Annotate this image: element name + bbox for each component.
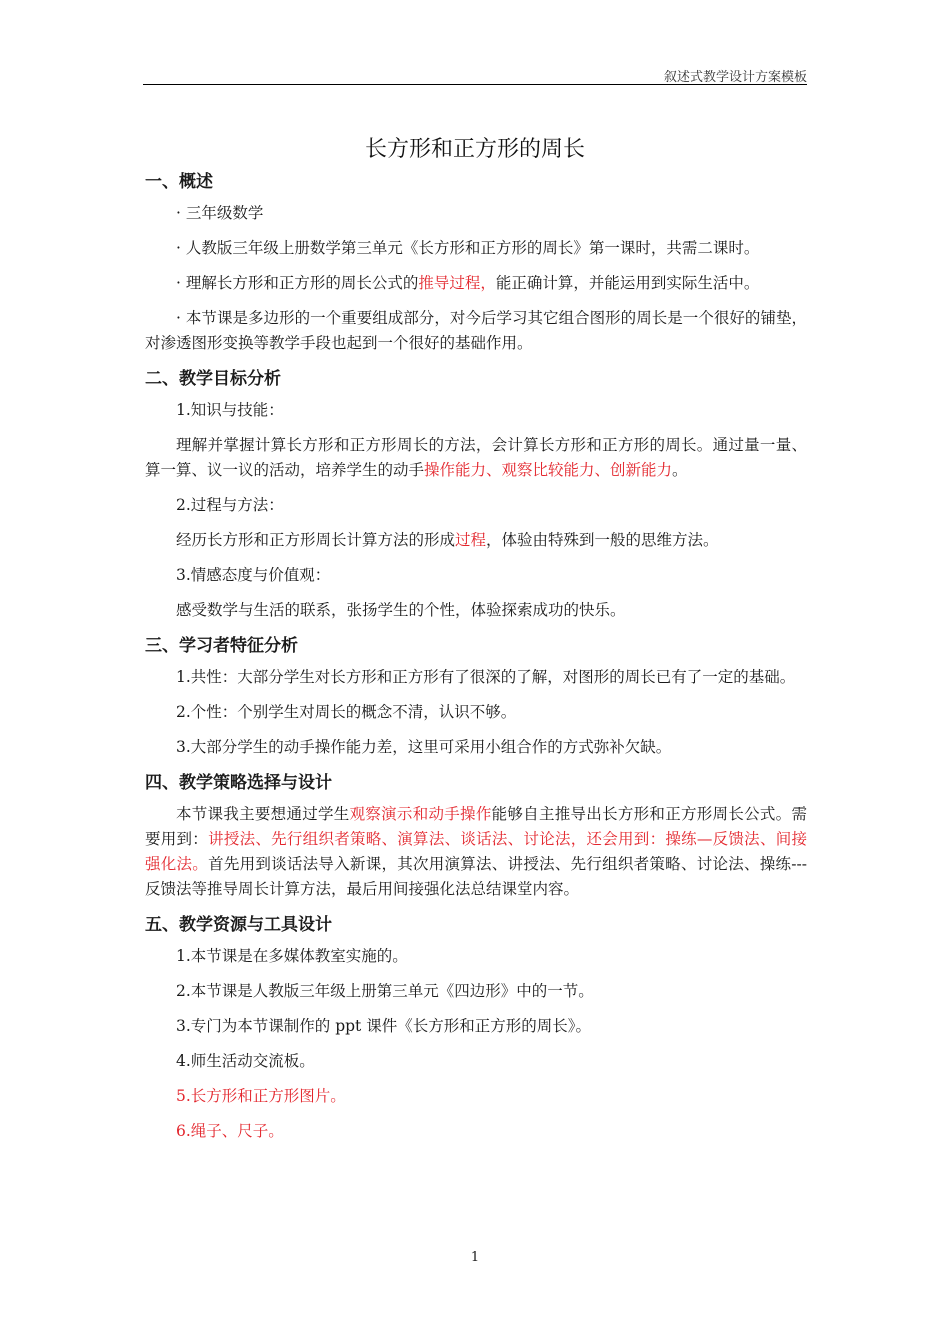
section-heading-strategy: 四、教学策略选择与设计 (145, 773, 332, 793)
section-heading-learners: 三、学习者特征分析 (145, 636, 298, 656)
strategy-text: 本节课我主要想通过学生观察演示和动手操作能够自主推导出长方形和正方形周长公式。需要用到：讲授法、先行组织者策略、演算法、谈话法、讨论法，还会用到：操练—反馈法、间接强化法。首先用到谈话法导入新课，其次用演算法、讲授法、先行组织者策略、讨论法、操练---反馈法等推导周长计算方法，最后用间接强化法总结课堂内容。 (145, 805, 807, 898)
section-heading-resources: 五、教学资源与工具设计 (145, 915, 332, 935)
highlight-text: 讲授法、先行组织者策略、演算法、谈话法、讨论法，还会用到：操练—反馈法、间接强化法。 (145, 830, 807, 873)
resource-item: 5.长方形和正方形图片。 (176, 1087, 346, 1105)
resource-item: 4.师生活动交流板。 (176, 1052, 315, 1070)
learner-weakness: 3.大部分学生的动手操作能力差，这里可采用小组合作的方式弥补欠缺。 (176, 738, 672, 756)
highlight-text: 推导过程， (418, 274, 496, 292)
objective-label-attitude: 3.情感态度与价值观： (176, 566, 331, 584)
resource-item: 6.绳子、尺子。 (176, 1122, 284, 1140)
objective-process-text: 经历长方形和正方形周长计算方法的形成过程，体验由特殊到一般的思维方法。 (176, 531, 719, 549)
document-body (145, 170, 807, 1144)
resource-item: 3.专门为本节课制作的 ppt 课件《长方形和正方形的周长》。 (176, 1017, 591, 1035)
objective-knowledge-text: 理解并掌握计算长方形和正方形周长的方法，会计算长方形和正方形的周长。通过量一量、算一算、议一议的活动，培养学生的动手操作能力、观察比较能力、创新能力。 (145, 436, 807, 479)
highlight-text: 观察演示和动手操作 (349, 805, 492, 823)
overview-significance: · 本节课是多边形的一个重要组成部分，对今后学习其它组合图形的周长是一个很好的铺垫，对渗透图形变换等教学手段也起到一个很好的基础作用。 (145, 309, 807, 352)
highlight-text: 操作能力、观察比较能力、创新能力 (424, 461, 673, 479)
objective-attitude-text: 感受数学与生活的联系，张扬学生的个性，体验探索成功的快乐。 (176, 601, 626, 619)
highlight-text: 过程 (455, 531, 487, 549)
learner-individuality: 2.个性：个别学生对周长的概念不清，认识不够。 (176, 703, 517, 721)
section-heading-overview: 一、概述 (145, 172, 213, 192)
overview-unit: · 人教版三年级上册数学第三单元《长方形和正方形的周长》第一课时，共需二课时。 (176, 239, 760, 257)
running-header: 叙述式教学设计方案模板 (663, 70, 807, 85)
document-title: 长方形和正方形的周长 (364, 137, 585, 162)
section-heading-objectives: 二、教学目标分析 (145, 369, 281, 389)
resource-item: 1.本节课是在多媒体教室实施的。 (176, 947, 408, 965)
overview-goal: · 理解长方形和正方形的周长公式的推导过程，能正确计算，并能运用到实际生活中。 (176, 274, 760, 292)
objective-label-process: 2.过程与方法： (176, 496, 284, 514)
header-rule (143, 84, 807, 85)
page-number: 1 (470, 1250, 480, 1265)
overview-subject: · 三年级数学 (176, 204, 264, 222)
objective-label-knowledge: 1.知识与技能： (176, 401, 284, 419)
learner-commonality: 1.共性：大部分学生对长方形和正方形有了很深的了解，对图形的周长已有了一定的基础。 (176, 668, 796, 686)
resource-item: 2.本节课是人教版三年级上册第三单元《四边形》中的一节。 (176, 982, 594, 1000)
